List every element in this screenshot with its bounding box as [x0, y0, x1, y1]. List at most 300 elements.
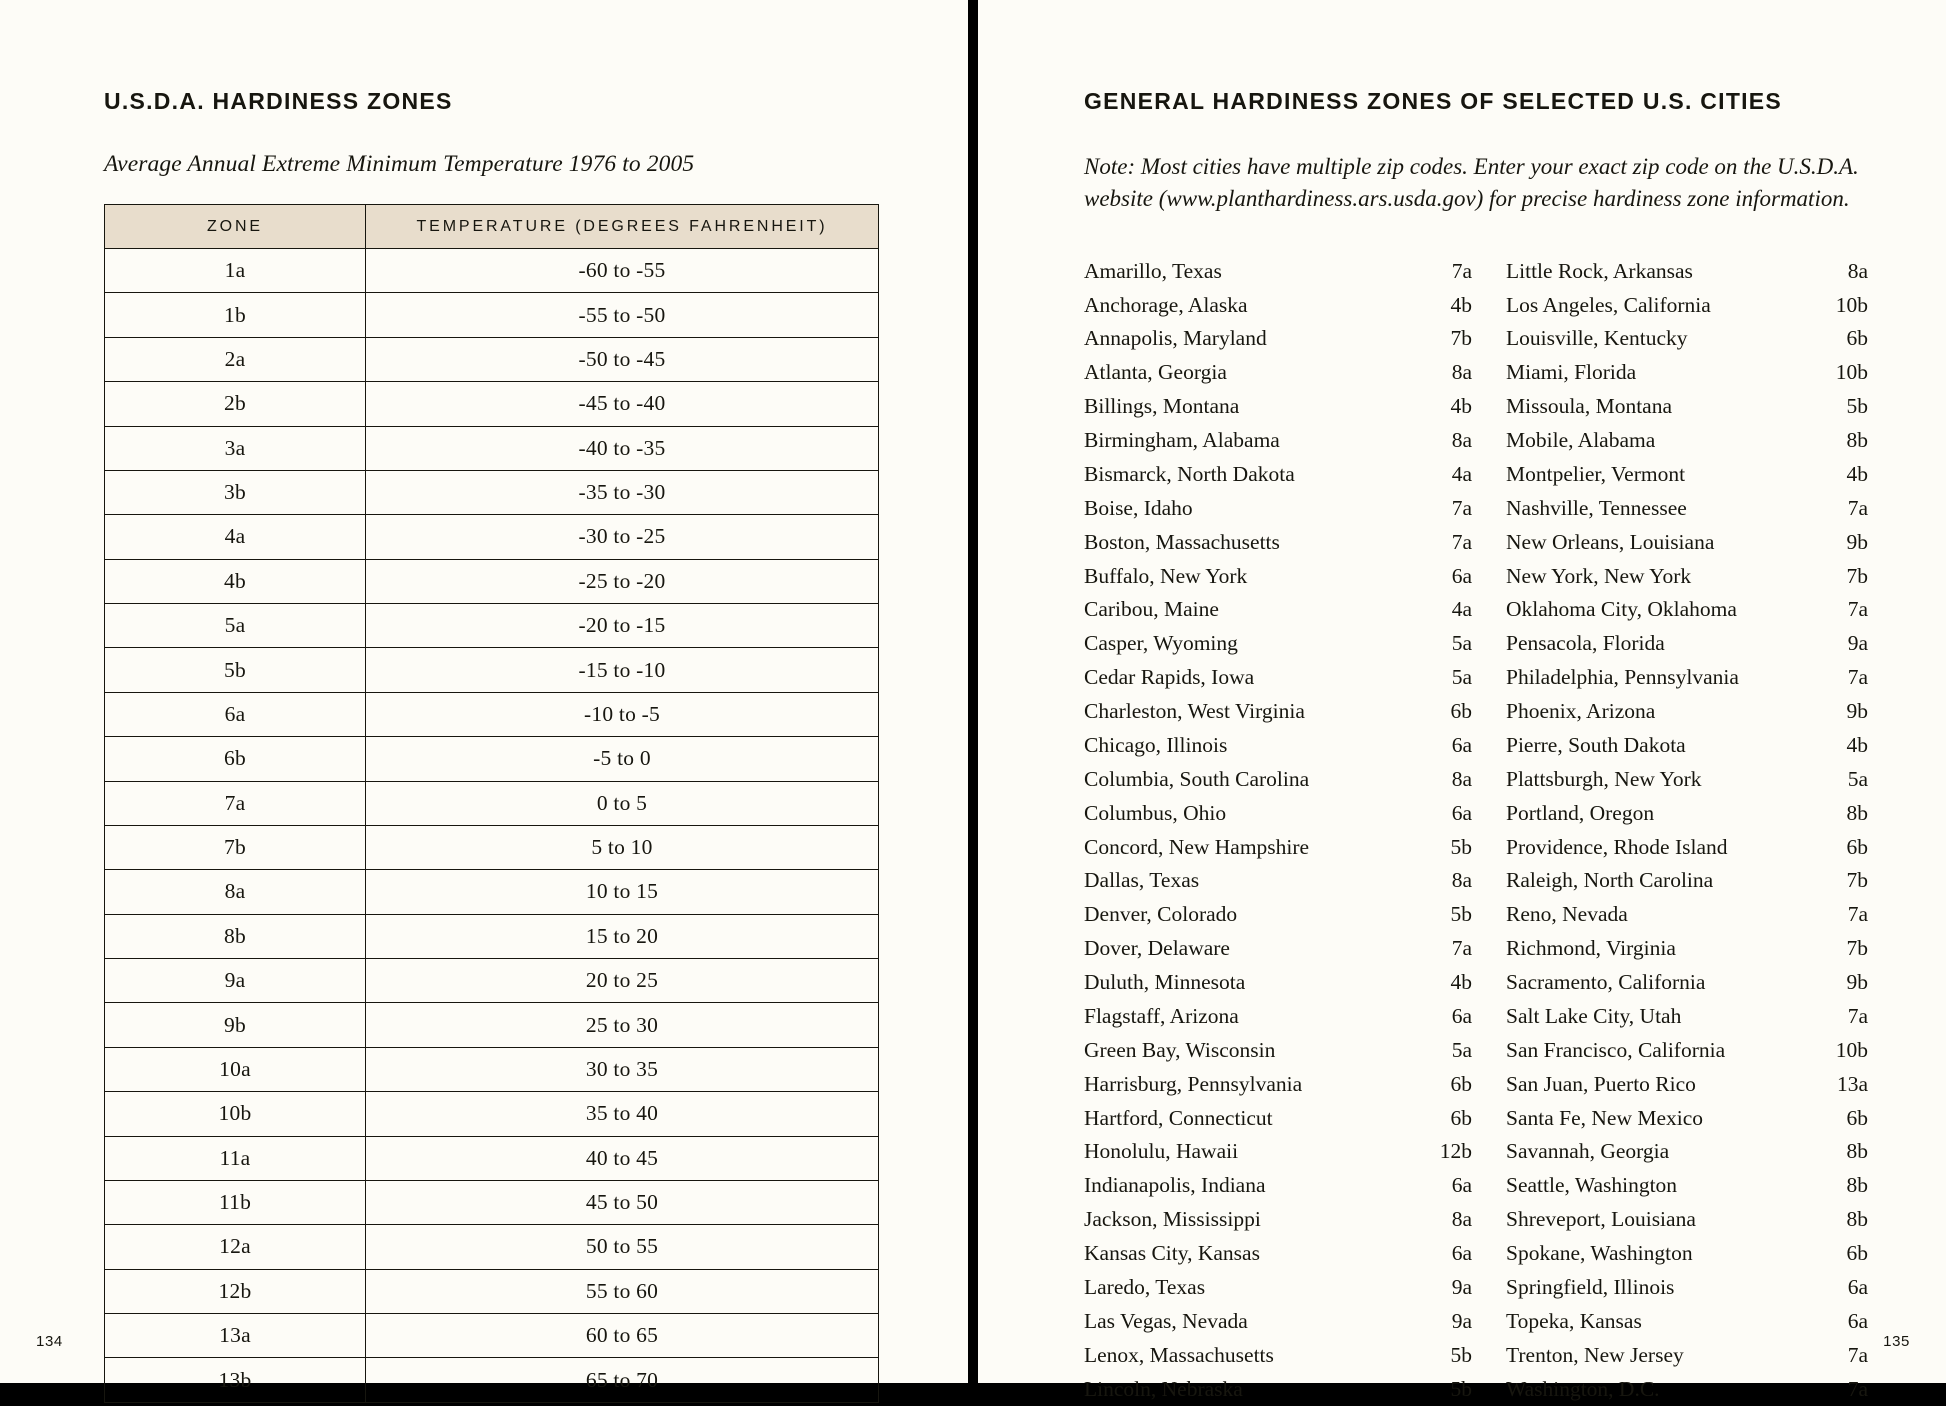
city-zone: 8a — [1451, 1207, 1472, 1232]
city-name: Flagstaff, Arizona — [1084, 1003, 1239, 1028]
city-zone-row — [1084, 593, 1480, 627]
city-zone: 6b — [1846, 1241, 1868, 1266]
city-zone: 4a — [1451, 461, 1472, 486]
table-head — [105, 205, 879, 249]
city-name: Dover, Delaware — [1084, 936, 1230, 961]
city-name: Indianapolis, Indiana — [1084, 1173, 1266, 1198]
city-name: Lincoln, Nebraska — [1084, 1376, 1243, 1401]
temperature-cell: -20 to -15 — [366, 604, 879, 648]
city-name: Honolulu, Hawaii — [1084, 1139, 1239, 1164]
city-name: Miami, Florida — [1506, 360, 1637, 385]
city-name: Laredo, Texas — [1084, 1274, 1206, 1299]
table-row — [105, 959, 879, 1003]
city-zone: 7b — [1846, 936, 1868, 961]
city-name: Savannah, Georgia — [1506, 1139, 1670, 1164]
temperature-cell: 25 to 30 — [366, 1003, 879, 1047]
city-name: Pierre, South Dakota — [1506, 732, 1686, 757]
city-zone-row — [1084, 898, 1480, 932]
city-zone: 6a — [1451, 563, 1472, 588]
city-zone-row — [1084, 627, 1480, 661]
city-name: Buffalo, New York — [1084, 563, 1248, 588]
city-zone-row — [1084, 288, 1480, 322]
city-zone: 10b — [1835, 1037, 1868, 1062]
table-row — [105, 914, 879, 958]
city-zone: 7a — [1847, 495, 1868, 520]
city-zone-row — [1480, 627, 1876, 661]
city-zone-row — [1480, 593, 1876, 627]
city-name: Little Rock, Arkansas — [1506, 258, 1693, 283]
city-name: Los Angeles, California — [1506, 292, 1711, 317]
city-name: Anchorage, Alaska — [1084, 292, 1248, 317]
city-zone-row — [1480, 1271, 1876, 1305]
table-row — [105, 1047, 879, 1091]
city-zone-row — [1084, 559, 1480, 593]
city-column-1 — [1084, 254, 1480, 1406]
zone-cell: 4b — [105, 559, 366, 603]
city-name: Pensacola, Florida — [1506, 631, 1665, 656]
table-row — [105, 426, 879, 470]
city-zone: 9b — [1846, 699, 1868, 724]
city-zone: 6b — [1450, 699, 1472, 724]
city-zone-row — [1480, 356, 1876, 390]
city-zone-row — [1084, 763, 1480, 797]
column-header-temperature: TEMPERATURE (DEGREES FAHRENHEIT) — [366, 205, 879, 249]
page-subtitle: Average Annual Extreme Minimum Temperature 1976 to 2005 — [104, 151, 695, 177]
city-name: Concord, New Hampshire — [1084, 834, 1310, 859]
city-name: Boston, Massachusetts — [1084, 529, 1280, 554]
city-zone: 8b — [1846, 428, 1868, 453]
table-body — [105, 249, 879, 1403]
city-zone-row — [1084, 1271, 1480, 1305]
city-zone-row — [1084, 661, 1480, 695]
city-zone: 4b — [1450, 292, 1472, 317]
city-zone-row — [1084, 424, 1480, 458]
city-zone: 8a — [1451, 766, 1472, 791]
city-zone-row — [1084, 1338, 1480, 1372]
table-header-row — [105, 205, 879, 249]
table-row — [105, 1136, 879, 1180]
city-zone: 5b — [1450, 1342, 1472, 1367]
city-name: New Orleans, Louisiana — [1506, 529, 1715, 554]
city-zone: 4a — [1451, 597, 1472, 622]
zone-cell: 8b — [105, 914, 366, 958]
table-row — [105, 470, 879, 514]
city-name: San Francisco, California — [1506, 1037, 1726, 1062]
city-zone: 10b — [1835, 292, 1868, 317]
city-zone: 9b — [1846, 529, 1868, 554]
city-zone-row — [1480, 1203, 1876, 1237]
city-name: Trenton, New Jersey — [1506, 1342, 1684, 1367]
page-title-right: GENERAL HARDINESS ZONES OF SELECTED U.S. CITIES — [1084, 88, 1782, 114]
city-name: San Juan, Puerto Rico — [1506, 1071, 1696, 1096]
city-zone: 6b — [1450, 1071, 1472, 1096]
city-zone-row — [1084, 830, 1480, 864]
city-zone-row — [1480, 322, 1876, 356]
city-zone-row — [1084, 864, 1480, 898]
city-zone-row — [1480, 763, 1876, 797]
city-zone-row — [1480, 1305, 1876, 1339]
city-zone: 8b — [1846, 800, 1868, 825]
city-zone-row — [1084, 458, 1480, 492]
city-zone-row — [1480, 1000, 1876, 1034]
city-name: Cedar Rapids, Iowa — [1084, 665, 1255, 690]
city-name: Seattle, Washington — [1506, 1173, 1678, 1198]
city-zone-row — [1084, 1305, 1480, 1339]
city-zone: 6b — [1846, 1105, 1868, 1130]
city-name: Amarillo, Texas — [1084, 258, 1222, 283]
zone-cell: 1b — [105, 293, 366, 337]
table-row — [105, 1314, 879, 1358]
city-name: Harrisburg, Pennsylvania — [1084, 1071, 1303, 1096]
city-zone: 10b — [1835, 360, 1868, 385]
zone-cell: 6b — [105, 737, 366, 781]
city-zone-row — [1084, 356, 1480, 390]
city-name: Plattsburgh, New York — [1506, 766, 1702, 791]
table-row — [105, 604, 879, 648]
city-name: Mobile, Alabama — [1506, 428, 1656, 453]
city-zone: 4b — [1450, 394, 1472, 419]
city-name: Topeka, Kansas — [1506, 1308, 1642, 1333]
city-name: Phoenix, Arizona — [1506, 699, 1656, 724]
city-zone-row — [1480, 390, 1876, 424]
city-zone: 6a — [1451, 1003, 1472, 1028]
city-name: Dallas, Texas — [1084, 868, 1200, 893]
city-name: Annapolis, Maryland — [1084, 326, 1267, 351]
book-gutter — [968, 0, 978, 1383]
city-zone-row — [1480, 288, 1876, 322]
city-name: Duluth, Minnesota — [1084, 970, 1246, 995]
city-name: Jackson, Mississippi — [1084, 1207, 1261, 1232]
zone-cell: 9b — [105, 1003, 366, 1047]
city-zone: 8b — [1846, 1173, 1868, 1198]
city-name: Portland, Oregon — [1506, 800, 1655, 825]
city-zone-row — [1480, 661, 1876, 695]
temperature-cell: 10 to 15 — [366, 870, 879, 914]
city-name: Washington, D.C. — [1506, 1376, 1660, 1401]
temperature-cell: 15 to 20 — [366, 914, 879, 958]
city-zone: 7a — [1451, 258, 1472, 283]
city-name: Columbia, South Carolina — [1084, 766, 1310, 791]
table-row — [105, 515, 879, 559]
city-zone: 5a — [1451, 665, 1472, 690]
temperature-cell: 50 to 55 — [366, 1225, 879, 1269]
city-zone: 7a — [1847, 1003, 1868, 1028]
folio-left: 134 — [36, 1333, 63, 1350]
city-zone: 9b — [1846, 970, 1868, 995]
city-zone: 7b — [1846, 563, 1868, 588]
temperature-cell: -10 to -5 — [366, 692, 879, 736]
city-name: Springfield, Illinois — [1506, 1274, 1675, 1299]
city-zone: 6a — [1451, 1241, 1472, 1266]
city-zone: 5b — [1846, 394, 1868, 419]
city-zone-row — [1084, 1203, 1480, 1237]
city-zone: 9a — [1847, 631, 1868, 656]
temperature-cell: -55 to -50 — [366, 293, 879, 337]
city-zone: 6a — [1451, 732, 1472, 757]
city-zone-row — [1480, 458, 1876, 492]
temperature-cell: -50 to -45 — [366, 337, 879, 381]
city-zone-row — [1480, 932, 1876, 966]
city-zone-row — [1480, 1034, 1876, 1068]
city-name: Santa Fe, New Mexico — [1506, 1105, 1704, 1130]
city-zone: 6a — [1847, 1308, 1868, 1333]
city-zone-row — [1084, 1067, 1480, 1101]
temperature-cell: -30 to -25 — [366, 515, 879, 559]
city-zone-row — [1084, 1237, 1480, 1271]
city-name: Shreveport, Louisiana — [1506, 1207, 1696, 1232]
city-zone-row — [1480, 1135, 1876, 1169]
city-name: Louisville, Kentucky — [1506, 326, 1688, 351]
temperature-cell: 35 to 40 — [366, 1092, 879, 1136]
zone-cell: 3b — [105, 470, 366, 514]
temperature-cell: -25 to -20 — [366, 559, 879, 603]
zone-cell: 5a — [105, 604, 366, 648]
city-zone: 4b — [1846, 732, 1868, 757]
column-header-zone: ZONE — [105, 205, 366, 249]
city-name: New York, New York — [1506, 563, 1692, 588]
table-row — [105, 1269, 879, 1313]
temperature-cell: -15 to -10 — [366, 648, 879, 692]
city-zone-row — [1480, 1372, 1876, 1406]
table-row — [105, 648, 879, 692]
table-row — [105, 293, 879, 337]
zone-cell: 8a — [105, 870, 366, 914]
city-zone-row — [1480, 1237, 1876, 1271]
zone-cell: 2b — [105, 382, 366, 426]
city-name: Las Vegas, Nevada — [1084, 1308, 1248, 1333]
city-name: Providence, Rhode Island — [1506, 834, 1728, 859]
city-name: Missoula, Montana — [1506, 394, 1673, 419]
zone-cell: 10b — [105, 1092, 366, 1136]
zone-cell: 5b — [105, 648, 366, 692]
city-zone-row — [1084, 729, 1480, 763]
city-name: Reno, Nevada — [1506, 902, 1628, 927]
city-name: Columbus, Ohio — [1084, 800, 1227, 825]
city-zone-row — [1084, 1000, 1480, 1034]
city-zone: 5a — [1451, 1037, 1472, 1062]
city-zone-row — [1480, 966, 1876, 1000]
city-zone-row — [1084, 1101, 1480, 1135]
city-zone-row — [1084, 254, 1480, 288]
zone-cell: 4a — [105, 515, 366, 559]
table-row — [105, 1092, 879, 1136]
city-name: Richmond, Virginia — [1506, 936, 1676, 961]
hardiness-zone-table — [104, 204, 879, 1403]
city-zone: 6b — [1450, 1105, 1472, 1130]
zone-cell: 10a — [105, 1047, 366, 1091]
temperature-cell: 65 to 70 — [366, 1358, 879, 1402]
city-zone: 7b — [1846, 868, 1868, 893]
city-zone: 5b — [1450, 834, 1472, 859]
city-zone: 8a — [1847, 258, 1868, 283]
city-name: Raleigh, North Carolina — [1506, 868, 1714, 893]
city-zone: 8a — [1451, 428, 1472, 453]
city-zone-row — [1084, 966, 1480, 1000]
city-name: Billings, Montana — [1084, 394, 1240, 419]
temperature-cell: -45 to -40 — [366, 382, 879, 426]
table-row — [105, 737, 879, 781]
city-zone-row — [1480, 1169, 1876, 1203]
city-zone: 8a — [1451, 868, 1472, 893]
table-row — [105, 1225, 879, 1269]
city-zone: 7b — [1450, 326, 1472, 351]
temperature-cell: 60 to 65 — [366, 1314, 879, 1358]
city-zone-row — [1480, 1338, 1876, 1372]
city-zone-row — [1480, 864, 1876, 898]
zone-cell: 12a — [105, 1225, 366, 1269]
city-name: Atlanta, Georgia — [1084, 360, 1227, 385]
city-zone: 7a — [1847, 902, 1868, 927]
city-name: Birmingham, Alabama — [1084, 428, 1280, 453]
city-zone-row — [1084, 525, 1480, 559]
city-zone-row — [1480, 254, 1876, 288]
temperature-cell: 45 to 50 — [366, 1180, 879, 1224]
city-zone-row — [1084, 390, 1480, 424]
temperature-cell: 20 to 25 — [366, 959, 879, 1003]
city-zone-row — [1084, 1034, 1480, 1068]
zone-cell: 12b — [105, 1269, 366, 1313]
temperature-cell: 5 to 10 — [366, 825, 879, 869]
zone-cell: 2a — [105, 337, 366, 381]
city-zone-row — [1480, 695, 1876, 729]
temperature-cell: -5 to 0 — [366, 737, 879, 781]
city-zone: 5b — [1450, 1376, 1472, 1401]
city-zone-row — [1480, 559, 1876, 593]
city-zone-row — [1480, 424, 1876, 458]
city-name: Boise, Idaho — [1084, 495, 1193, 520]
zone-cell: 7b — [105, 825, 366, 869]
zone-cell: 11a — [105, 1136, 366, 1180]
city-name: Lenox, Massachusetts — [1084, 1342, 1274, 1367]
city-zone-row — [1480, 1067, 1876, 1101]
city-name: Philadelphia, Pennsylvania — [1506, 665, 1739, 690]
city-zone: 9a — [1451, 1274, 1472, 1299]
zone-cell: 7a — [105, 781, 366, 825]
city-zone: 6a — [1847, 1274, 1868, 1299]
city-zone: 6b — [1846, 834, 1868, 859]
city-zone: 7a — [1847, 1342, 1868, 1367]
city-zone-row — [1084, 1135, 1480, 1169]
usda-website-note: Note: Most cities have multiple zip codes. Enter your exact zip code on the U.S.D.A. website (www.planthardiness.ars.usda.gov) for precise hardiness zone information. — [1084, 154, 1859, 211]
city-column-2 — [1480, 254, 1876, 1406]
city-zone: 7a — [1847, 597, 1868, 622]
city-name: Hartford, Connecticut — [1084, 1105, 1273, 1130]
zone-cell: 9a — [105, 959, 366, 1003]
city-zone: 6b — [1846, 326, 1868, 351]
city-name: Green Bay, Wisconsin — [1084, 1037, 1276, 1062]
zone-cell: 13b — [105, 1358, 366, 1402]
table-row — [105, 382, 879, 426]
table-row — [105, 337, 879, 381]
city-zone: 5a — [1451, 631, 1472, 656]
city-name: Salt Lake City, Utah — [1506, 1003, 1682, 1028]
city-name: Caribou, Maine — [1084, 597, 1219, 622]
city-name: Bismarck, North Dakota — [1084, 461, 1295, 486]
zone-cell: 3a — [105, 426, 366, 470]
city-zone: 4b — [1846, 461, 1868, 486]
temperature-cell: 55 to 60 — [366, 1269, 879, 1313]
city-zone-row — [1480, 525, 1876, 559]
table-row — [105, 870, 879, 914]
city-zone: 12b — [1439, 1139, 1472, 1164]
city-zone-row — [1480, 729, 1876, 763]
city-zone: 8b — [1846, 1207, 1868, 1232]
city-zone: 6a — [1451, 800, 1472, 825]
table-row — [105, 559, 879, 603]
city-zone: 5b — [1450, 902, 1472, 927]
city-zone: 7a — [1847, 665, 1868, 690]
zone-cell: 13a — [105, 1314, 366, 1358]
temperature-cell: 40 to 45 — [366, 1136, 879, 1180]
zone-cell: 6a — [105, 692, 366, 736]
table-row — [105, 825, 879, 869]
city-zone: 8a — [1451, 360, 1472, 385]
city-zone: 7a — [1451, 495, 1472, 520]
zone-cell: 11b — [105, 1180, 366, 1224]
city-zone-row — [1084, 796, 1480, 830]
city-zone-row — [1084, 1169, 1480, 1203]
table-row — [105, 692, 879, 736]
zone-cell: 1a — [105, 249, 366, 293]
city-zone-row — [1480, 1101, 1876, 1135]
city-zone-row — [1480, 796, 1876, 830]
page-title: U.S.D.A. HARDINESS ZONES — [104, 88, 453, 114]
table-row — [105, 249, 879, 293]
city-zone: 4b — [1450, 970, 1472, 995]
city-name: Oklahoma City, Oklahoma — [1506, 597, 1737, 622]
city-name: Montpelier, Vermont — [1506, 461, 1686, 486]
city-zone: 5a — [1847, 766, 1868, 791]
city-name: Spokane, Washington — [1506, 1241, 1693, 1266]
city-zone-row — [1084, 1372, 1480, 1406]
city-name: Casper, Wyoming — [1084, 631, 1238, 656]
table-row — [105, 1180, 879, 1224]
city-zone: 13a — [1836, 1071, 1868, 1096]
city-zone: 7a — [1451, 529, 1472, 554]
city-zone: 7a — [1451, 936, 1472, 961]
city-zone-list — [1084, 254, 1876, 1406]
temperature-cell: -35 to -30 — [366, 470, 879, 514]
city-zone-row — [1480, 830, 1876, 864]
table-row — [105, 781, 879, 825]
temperature-cell: -60 to -55 — [366, 249, 879, 293]
city-name: Charleston, West Virginia — [1084, 699, 1305, 724]
city-zone-row — [1480, 898, 1876, 932]
city-zone-row — [1084, 932, 1480, 966]
city-zone: 7a — [1847, 1376, 1868, 1401]
city-name: Nashville, Tennessee — [1506, 495, 1687, 520]
city-zone: 8b — [1846, 1139, 1868, 1164]
folio-right: 135 — [1883, 1333, 1910, 1350]
city-zone-row — [1084, 322, 1480, 356]
city-zone: 9a — [1451, 1308, 1472, 1333]
city-zone-row — [1084, 492, 1480, 526]
city-zone: 6a — [1451, 1173, 1472, 1198]
right-page — [978, 0, 1946, 1401]
left-page — [0, 0, 968, 1392]
city-name: Kansas City, Kansas — [1084, 1241, 1260, 1266]
city-name: Denver, Colorado — [1084, 902, 1238, 927]
city-zone-row — [1480, 492, 1876, 526]
temperature-cell: 30 to 35 — [366, 1047, 879, 1091]
temperature-cell: 0 to 5 — [366, 781, 879, 825]
city-name: Chicago, Illinois — [1084, 732, 1228, 757]
table-row — [105, 1358, 879, 1402]
city-zone-row — [1084, 695, 1480, 729]
city-name: Sacramento, California — [1506, 970, 1706, 995]
table-row — [105, 1003, 879, 1047]
temperature-cell: -40 to -35 — [366, 426, 879, 470]
